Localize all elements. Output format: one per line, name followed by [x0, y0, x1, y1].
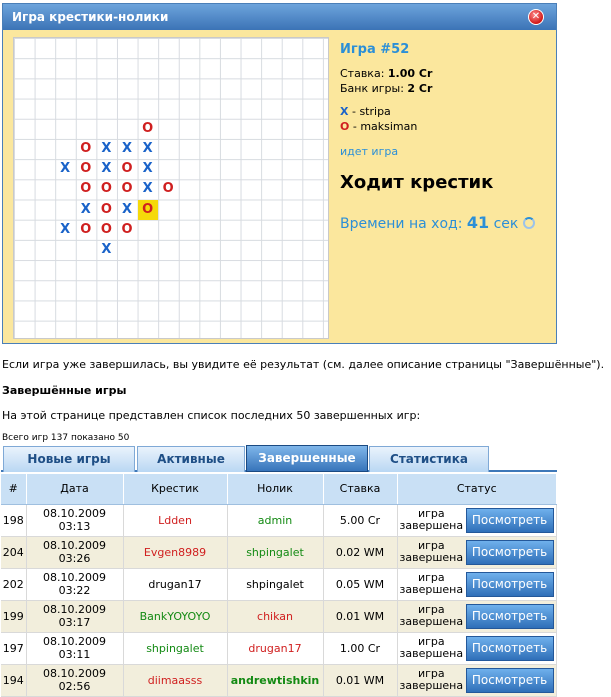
games-widget	[1, 444, 557, 694]
game-status-link[interactable]: идет игра	[340, 145, 399, 158]
row-cross-player[interactable]: drugan17	[123, 568, 227, 600]
board-cell-o: O	[162, 181, 174, 197]
board-cell-x: X	[80, 201, 91, 217]
row-bet: 0.05 WM	[323, 568, 397, 600]
row-status-text: игра завершена	[399, 603, 464, 628]
row-date: 08.10.2009 03:22	[26, 568, 123, 600]
row-nought-player[interactable]: shpingalet	[227, 568, 323, 600]
player-o-name: - maksiman	[349, 120, 418, 133]
row-bet: 0.02 WM	[323, 536, 397, 568]
game-number: Игра #52	[340, 42, 410, 57]
window-title: Игра крестики-нолики	[12, 10, 169, 24]
game-info-panel	[340, 42, 550, 232]
board-cell-x: X	[60, 221, 71, 237]
board-cell-o: O	[100, 181, 112, 197]
bank-value: 2 Cr	[407, 82, 433, 95]
row-nought-player[interactable]: andrewtishkin	[227, 664, 323, 696]
col-status: Статус	[397, 474, 557, 504]
tab-statistics[interactable]: Статистика	[369, 446, 489, 472]
view-button[interactable]: Посмотреть	[466, 604, 554, 629]
board-cell-x: X	[101, 161, 112, 177]
player-x-name: - stripa	[348, 105, 391, 118]
intro-paragraph: Если игра уже завершилась, вы увидите её результат (см. далее описание страницы "Завершённые").	[2, 358, 605, 371]
row-nought-player[interactable]: shpingalet	[227, 536, 323, 568]
table-row	[1, 600, 557, 632]
table-header	[1, 474, 557, 504]
row-bet: 1.00 Cr	[323, 632, 397, 664]
move-timer	[340, 213, 550, 232]
board-cell-o: O	[80, 141, 92, 156]
col-nought: Нолик	[227, 474, 323, 504]
board-cell-o: O	[100, 221, 112, 237]
view-button[interactable]: Посмотреть	[466, 508, 554, 533]
board-cell-o: O	[121, 221, 133, 237]
row-status	[397, 568, 557, 600]
bet-label: Ставка:	[340, 67, 385, 80]
row-bet: 0.01 WM	[323, 664, 397, 696]
board-cell-o: O	[138, 200, 158, 220]
tab-finished[interactable]: Завершенные	[246, 445, 368, 472]
row-cross-player[interactable]: diimaasss	[123, 664, 227, 696]
row-cross-player[interactable]: Evgen8989	[123, 536, 227, 568]
player-x	[340, 105, 550, 118]
timer-value: 41	[466, 213, 490, 232]
table-row	[1, 632, 557, 664]
row-id: 199	[1, 600, 26, 632]
tab-new-games[interactable]: Новые игры	[3, 446, 135, 472]
loading-spinner-icon	[523, 217, 535, 229]
tab-bar	[1, 444, 557, 472]
bet-value: 1.00 Cr	[387, 67, 433, 80]
row-date: 08.10.2009 03:11	[26, 632, 123, 664]
tab-active[interactable]: Активные	[137, 446, 245, 472]
row-status-text: игра завершена	[399, 667, 464, 692]
games-table	[1, 474, 557, 697]
row-nought-player[interactable]: chikan	[227, 600, 323, 632]
row-status-text: игра завершена	[399, 539, 464, 564]
close-icon[interactable]: ✕	[528, 9, 544, 25]
board-cell-o: O	[100, 201, 112, 217]
board-cell-x: X	[60, 161, 71, 177]
row-date: 08.10.2009 03:17	[26, 600, 123, 632]
x-symbol: X	[340, 105, 349, 118]
row-status-text: игра завершена	[399, 507, 464, 532]
table-row	[1, 504, 557, 536]
turn-indicator: Ходит крестик	[340, 172, 494, 193]
row-cross-player[interactable]: Ldden	[123, 504, 227, 536]
table-row	[1, 568, 557, 600]
row-id: 202	[1, 568, 26, 600]
board-cell-x: X	[142, 181, 153, 197]
row-date: 08.10.2009 03:26	[26, 536, 123, 568]
col-bet: Ставка	[323, 474, 397, 504]
row-date: 08.10.2009 03:13	[26, 504, 123, 536]
board-cell-x: X	[142, 161, 153, 177]
row-status	[397, 600, 557, 632]
row-id: 204	[1, 536, 26, 568]
row-status-text: игра завершена	[399, 635, 464, 660]
row-date: 08.10.2009 02:56	[26, 664, 123, 696]
bank-label: Банк игры:	[340, 82, 404, 95]
row-status	[397, 536, 557, 568]
row-status	[397, 632, 557, 664]
game-board[interactable]	[13, 37, 329, 339]
row-status	[397, 504, 557, 536]
board-cell-o: O	[121, 181, 133, 197]
player-o	[340, 120, 550, 133]
row-nought-player[interactable]: admin	[227, 504, 323, 536]
timer-unit: сек	[493, 216, 519, 232]
section-description: На этой странице представлен список последних 50 завершенных игр:	[2, 409, 421, 422]
board-cell-x: X	[121, 201, 133, 217]
board-cell-x: X	[101, 242, 112, 257]
row-status	[397, 664, 557, 696]
table-row	[1, 664, 557, 696]
bet-line	[340, 67, 550, 80]
col-cross: Крестик	[123, 474, 227, 504]
view-button[interactable]: Посмотреть	[466, 668, 554, 693]
board-cell-o: O	[142, 120, 154, 136]
col-id: #	[1, 474, 26, 504]
row-cross-player[interactable]: shpingalet	[123, 632, 227, 664]
board-cell-x: X	[142, 141, 153, 156]
table-row	[1, 536, 557, 568]
timer-label: Времени на ход:	[340, 216, 463, 232]
board-cell-o: O	[80, 181, 92, 197]
board-cell-x: X	[101, 141, 112, 156]
row-status-text: игра завершена	[399, 571, 464, 596]
board-cell-o: O	[80, 221, 92, 237]
row-cross-player[interactable]: BankYOYOYO	[123, 600, 227, 632]
row-bet: 0.01 WM	[323, 600, 397, 632]
window-titlebar	[3, 4, 556, 30]
bank-line	[340, 82, 550, 95]
row-bet: 5.00 Cr	[323, 504, 397, 536]
row-nought-player[interactable]: drugan17	[227, 632, 323, 664]
view-button[interactable]: Посмотреть	[466, 572, 554, 597]
o-symbol: O	[340, 120, 350, 133]
board-cell-o: O	[80, 161, 92, 177]
view-button[interactable]: Посмотреть	[466, 636, 554, 661]
row-id: 198	[1, 504, 26, 536]
section-heading: Завершённые игры	[2, 384, 127, 397]
board-cell-o: O	[121, 161, 133, 177]
view-button[interactable]: Посмотреть	[466, 540, 554, 565]
col-date: Дата	[26, 474, 123, 504]
games-total: Всего игр 137 показано 50	[2, 433, 130, 443]
board-cell-x: X	[121, 141, 133, 156]
row-id: 194	[1, 664, 26, 696]
row-id: 197	[1, 632, 26, 664]
players	[340, 105, 550, 133]
game-window	[2, 3, 557, 344]
